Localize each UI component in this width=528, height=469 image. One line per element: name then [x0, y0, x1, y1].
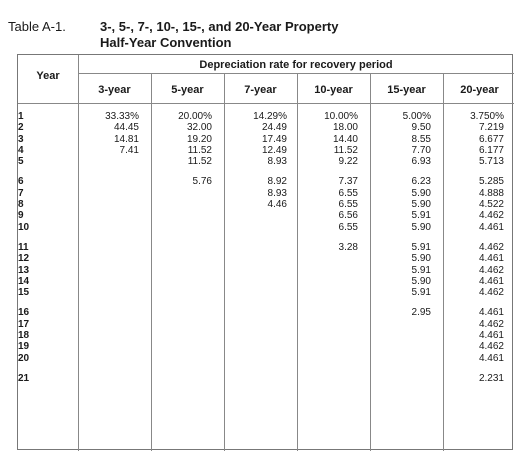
rate-20-year-cell: 6.677 — [478, 133, 504, 145]
rate-15-year-cell: 5.90 — [411, 275, 431, 287]
year-cell: 1 — [18, 111, 24, 122]
row-group — [18, 373, 78, 384]
rate-15-year-cell: 5.91 — [411, 241, 431, 253]
rate-5-year-cell — [151, 341, 212, 352]
year-cell: 8 — [18, 199, 24, 211]
rate-10-year-cell: 7.37 — [338, 176, 358, 188]
column-header-5-year: 5-year — [171, 84, 204, 96]
year-cell: 7 — [18, 187, 24, 199]
rate-5-year-cell: 11.52 — [187, 144, 212, 156]
rate-20-year-column — [443, 111, 516, 393]
rate-3-year-cell — [78, 330, 139, 341]
rate-10-year-cell: 9.22 — [338, 156, 358, 168]
rate-3-year-cell — [78, 253, 139, 264]
rate-3-year-column — [78, 111, 151, 393]
rate-10-year-cell — [297, 353, 358, 364]
row-group — [370, 176, 431, 232]
rate-15-year-cell: 5.90 — [411, 187, 431, 199]
row-group — [151, 111, 212, 167]
rate-5-year-cell — [151, 373, 212, 384]
rate-3-year-cell: 7.41 — [119, 144, 139, 156]
year-cell: 4 — [18, 144, 24, 156]
rate-10-year-cell — [297, 341, 358, 352]
rate-15-year-cell: 5.90 — [411, 253, 431, 265]
rate-7-year-cell — [224, 373, 287, 384]
row-group — [18, 242, 78, 298]
row-group — [297, 373, 358, 384]
rate-15-year-cell: 5.91 — [411, 287, 431, 299]
depreciation-table — [17, 54, 513, 450]
year-column — [18, 111, 78, 393]
row-group — [297, 176, 358, 232]
rate-10-year-cell: 18.00 — [332, 122, 358, 134]
rate-10-year-cell — [297, 287, 358, 298]
rate-7-year-cell: 8.92 — [267, 176, 287, 188]
row-group — [151, 307, 212, 363]
rate-20-year-cell: 4.461 — [478, 221, 504, 233]
rate-7-year-cell — [224, 307, 287, 318]
rate-7-year-cell — [224, 210, 287, 221]
rate-3-year-cell — [78, 341, 139, 352]
rate-3-year-cell — [78, 210, 139, 221]
rate-3-year-cell — [78, 353, 139, 364]
year-cell: 3 — [18, 133, 24, 145]
year-cell: 11 — [18, 241, 29, 253]
rate-5-year-cell — [151, 330, 212, 341]
row-group — [443, 242, 504, 298]
table-title — [100, 19, 338, 51]
rate-5-year-cell — [151, 210, 212, 221]
rate-15-year-cell: 2.95 — [411, 307, 431, 319]
group-header-divider — [78, 73, 514, 74]
rate-7-year-column — [224, 111, 297, 393]
rate-10-year-cell — [297, 276, 358, 287]
rate-5-year-cell — [151, 353, 212, 364]
table-label: Table A-1. — [8, 19, 66, 34]
rate-10-year-cell: 3.28 — [338, 241, 358, 253]
rate-15-year-cell: 5.90 — [411, 199, 431, 211]
row-group — [78, 373, 139, 384]
rate-3-year-cell — [78, 307, 139, 318]
rate-20-year-cell: 4.462 — [478, 264, 504, 276]
rate-7-year-cell — [224, 222, 287, 233]
year-cell: 14 — [18, 275, 30, 287]
rate-5-year-cell: 20.00% — [178, 111, 212, 122]
recovery-period-header: Depreciation rate for recovery period — [199, 59, 393, 71]
rate-20-year-cell: 4.461 — [478, 275, 504, 287]
rate-20-year-cell: 4.462 — [478, 341, 504, 353]
rate-10-year-cell: 14.40 — [332, 133, 358, 145]
row-group — [18, 176, 78, 232]
table-title-line-2: Half-Year Convention — [100, 35, 232, 50]
rate-7-year-cell — [224, 353, 287, 364]
year-cell: 17 — [18, 318, 30, 330]
row-group — [78, 111, 139, 167]
year-cell: 13 — [18, 264, 30, 276]
row-group — [224, 242, 287, 298]
row-group — [78, 307, 139, 363]
row-group — [224, 307, 287, 363]
rate-10-year-cell — [297, 330, 358, 341]
rate-20-year-cell: 4.462 — [478, 241, 504, 253]
year-cell: 6 — [18, 176, 24, 188]
column-header-20-year: 20-year — [460, 84, 499, 96]
rate-15-year-cell — [370, 353, 431, 364]
rate-5-year-cell: 11.52 — [187, 156, 212, 168]
rate-5-year-column — [151, 111, 224, 393]
rate-7-year-cell — [224, 319, 287, 330]
rate-7-year-cell — [224, 276, 287, 287]
rate-20-year-cell: 4.462 — [478, 210, 504, 222]
row-group — [18, 307, 78, 363]
rate-10-year-column — [297, 111, 370, 393]
column-header-10-year: 10-year — [314, 84, 353, 96]
rate-3-year-cell: 14.81 — [113, 133, 139, 145]
row-group — [151, 373, 212, 384]
rate-20-year-cell: 4.522 — [478, 199, 504, 211]
rate-20-year-cell: 4.888 — [478, 187, 504, 199]
column-header-7-year: 7-year — [244, 84, 277, 96]
rate-7-year-cell — [224, 287, 287, 298]
rate-3-year-cell — [78, 156, 139, 167]
rate-5-year-cell: 5.76 — [192, 176, 212, 188]
rate-10-year-cell: 6.56 — [338, 210, 358, 222]
row-group — [224, 176, 287, 232]
rate-15-year-cell: 7.70 — [411, 144, 431, 156]
rate-20-year-cell: 3.750% — [470, 111, 504, 122]
rate-15-year-cell: 8.55 — [411, 133, 431, 145]
rate-10-year-cell — [297, 307, 358, 318]
rate-15-year-cell: 6.23 — [411, 176, 431, 188]
rate-20-year-cell: 2.231 — [478, 372, 504, 384]
row-group — [78, 242, 139, 298]
rate-15-year-cell: 5.00% — [402, 111, 431, 122]
year-cell: 20 — [18, 352, 30, 364]
row-group — [297, 307, 358, 363]
rate-10-year-cell: 6.55 — [338, 221, 358, 233]
rate-15-year-cell: 5.91 — [411, 210, 431, 222]
row-group — [443, 307, 504, 363]
row-group — [224, 111, 287, 167]
rate-5-year-cell: 32.00 — [186, 122, 212, 134]
rate-5-year-cell — [151, 222, 212, 233]
rate-5-year-cell — [151, 242, 212, 253]
row-group — [151, 242, 212, 298]
rate-5-year-cell — [151, 253, 212, 264]
rate-15-year-cell — [370, 319, 431, 330]
rate-20-year-cell: 6.177 — [478, 144, 504, 156]
row-group — [370, 242, 431, 298]
rate-15-year-column — [370, 111, 443, 393]
rate-15-year-cell: 6.93 — [411, 156, 431, 168]
rate-7-year-cell: 8.93 — [267, 187, 287, 199]
year-cell: 21 — [18, 372, 30, 384]
rate-10-year-cell: 6.55 — [338, 187, 358, 199]
table-title-line-1: 3-, 5-, 7-, 10-, 15-, and 20-Year Property — [100, 19, 339, 34]
rate-3-year-cell — [78, 176, 139, 187]
rate-10-year-cell — [297, 265, 358, 276]
rate-7-year-cell — [224, 330, 287, 341]
rate-20-year-cell: 5.713 — [478, 156, 504, 168]
rate-20-year-cell: 4.461 — [478, 352, 504, 364]
rate-7-year-cell — [224, 253, 287, 264]
row-group — [370, 307, 431, 363]
rate-20-year-cell: 4.462 — [478, 318, 504, 330]
rate-7-year-cell — [224, 242, 287, 253]
year-cell: 2 — [18, 122, 24, 134]
rate-5-year-cell — [151, 287, 212, 298]
rate-10-year-cell: 6.55 — [338, 199, 358, 211]
rate-3-year-cell — [78, 242, 139, 253]
year-cell: 5 — [18, 156, 24, 168]
rate-20-year-cell: 4.461 — [478, 330, 504, 342]
rate-3-year-cell — [78, 276, 139, 287]
rate-5-year-cell — [151, 276, 212, 287]
row-group — [443, 111, 504, 167]
row-group — [297, 111, 358, 167]
rate-15-year-cell: 5.90 — [411, 221, 431, 233]
rate-7-year-cell: 4.46 — [267, 199, 287, 211]
row-group — [224, 373, 287, 384]
row-group — [443, 176, 504, 232]
row-group — [297, 242, 358, 298]
rate-5-year-cell — [151, 188, 212, 199]
year-cell: 16 — [18, 307, 30, 319]
table-caption — [8, 17, 523, 53]
row-group — [78, 176, 139, 232]
rate-5-year-cell — [151, 199, 212, 210]
rate-3-year-cell — [78, 373, 139, 384]
rate-3-year-cell — [78, 287, 139, 298]
row-group — [370, 111, 431, 167]
header-body-divider — [18, 103, 514, 104]
rate-15-year-cell — [370, 341, 431, 352]
rate-15-year-cell: 5.91 — [411, 264, 431, 276]
rate-7-year-cell: 17.49 — [261, 133, 287, 145]
year-cell: 12 — [18, 253, 30, 265]
year-cell: 15 — [18, 287, 30, 299]
row-group — [443, 373, 504, 384]
row-group — [151, 176, 212, 232]
rate-3-year-cell — [78, 199, 139, 210]
rate-5-year-cell — [151, 265, 212, 276]
rate-7-year-cell: 8.93 — [267, 156, 287, 168]
rate-3-year-cell: 33.33% — [105, 111, 139, 122]
rate-15-year-cell — [370, 330, 431, 341]
year-cell: 18 — [18, 330, 30, 342]
rate-5-year-cell — [151, 319, 212, 330]
column-header-15-year: 15-year — [387, 84, 426, 96]
column-header-3-year: 3-year — [98, 84, 131, 96]
rate-20-year-cell: 7.219 — [478, 122, 504, 134]
rate-15-year-cell: 9.50 — [411, 122, 431, 134]
rate-7-year-cell: 14.29% — [253, 111, 287, 122]
rate-3-year-cell: 44.45 — [113, 122, 139, 134]
year-cell: 10 — [18, 221, 30, 233]
rate-20-year-cell: 4.461 — [478, 307, 504, 319]
row-group — [370, 373, 431, 384]
year-cell: 19 — [18, 341, 30, 353]
rate-15-year-cell — [370, 373, 431, 384]
year-header: Year — [36, 70, 60, 82]
rate-7-year-cell — [224, 265, 287, 276]
rate-10-year-cell — [297, 373, 358, 384]
rate-20-year-cell: 5.285 — [478, 176, 504, 188]
rate-3-year-cell — [78, 188, 139, 199]
rate-7-year-cell: 24.49 — [261, 122, 287, 134]
rate-10-year-cell — [297, 253, 358, 264]
rate-7-year-cell: 12.49 — [261, 144, 287, 156]
rate-20-year-cell: 4.461 — [478, 253, 504, 265]
year-cell: 9 — [18, 210, 24, 222]
rate-3-year-cell — [78, 319, 139, 330]
rate-10-year-cell — [297, 319, 358, 330]
rate-5-year-cell: 19.20 — [186, 133, 212, 145]
rate-10-year-cell: 11.52 — [333, 144, 358, 156]
rate-3-year-cell — [78, 222, 139, 233]
rate-5-year-cell — [151, 307, 212, 318]
rate-10-year-cell: 10.00% — [324, 111, 358, 122]
rate-3-year-cell — [78, 265, 139, 276]
rate-7-year-cell — [224, 341, 287, 352]
row-group — [18, 111, 78, 167]
rate-20-year-cell: 4.462 — [478, 287, 504, 299]
